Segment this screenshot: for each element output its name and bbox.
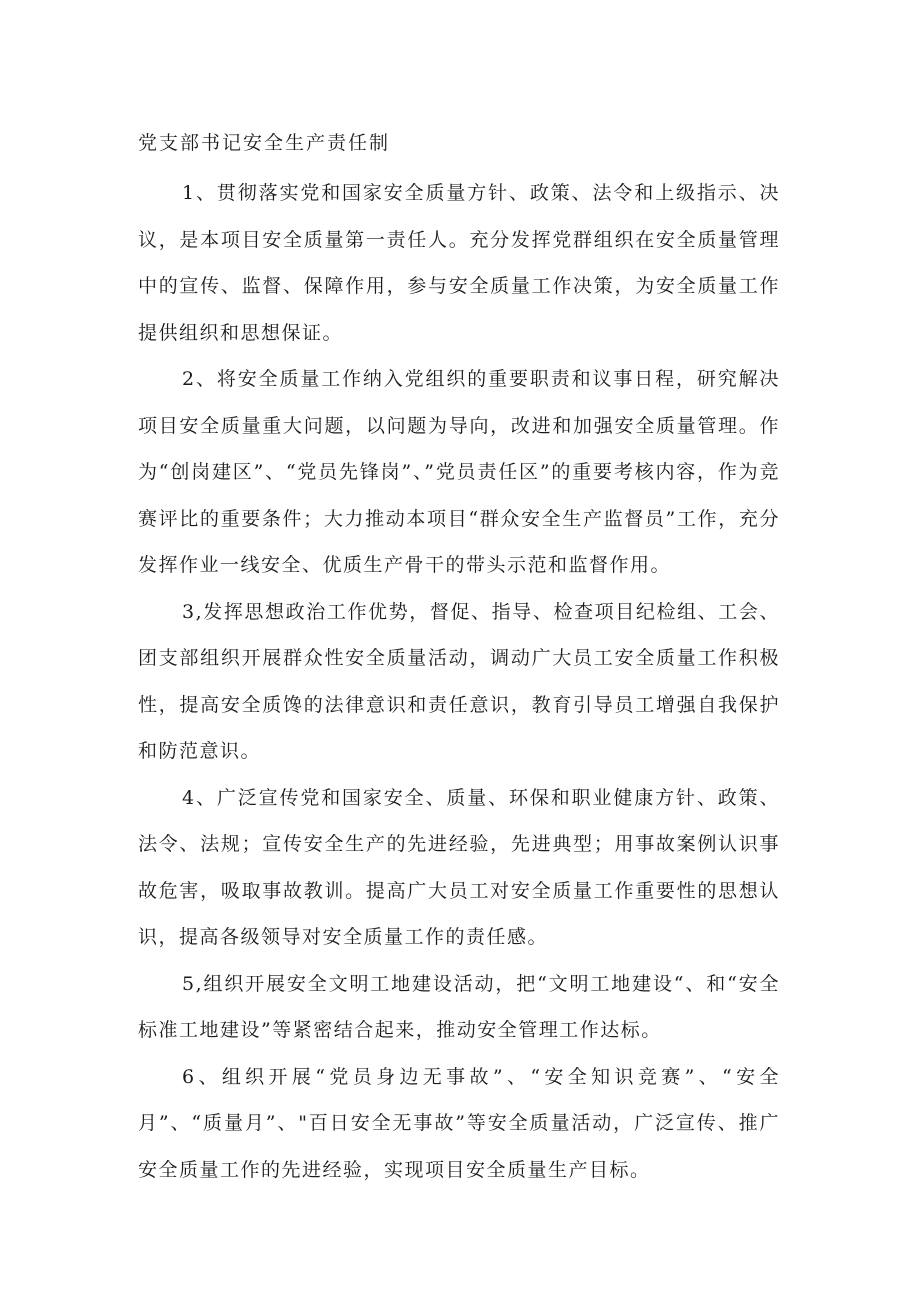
paragraph-4: 4、广泛宣传党和国家安全、质量、环保和职业健康方针、政策、法令、法规；宣传安全生产的先进经验，先进典型；用事故案例认识事故危害，吸取事故教训。提高广大员工对安全质量工作重要性的思想认识，提高各级领导对安全质量工作的责任感。 [138, 786, 780, 948]
document-title: 党支部书记安全生产责任制 [138, 132, 391, 154]
document-page [138, 128, 780, 1193]
paragraph-5: 5,组织开展安全文明工地建设活动，把“文明工地建设“、和“安全标准工地建设”等紧密结合起来，推动安全管理工作达标。 [138, 972, 780, 1041]
paragraph-6: 6、组织开展“党员身边无事故”、“安全知识竞赛”、“安全月”、“质量月”、"百日安全无事故”等安全质量活动，广泛宣传、推广安全质量工作的先进经验，实现项目安全质量生产目标。 [138, 1065, 780, 1181]
paragraph-2: 2、将安全质量工作纳入党组织的重要职责和议事日程，研究解决项目安全质量重大问题，以问题为导向，改进和加强安全质量管理。作为“创岗建区”、“党员先锋岗”、”党员责任区”的重要考核内容，作为竞赛评比的重要条件；大力推动本项目“群众安全生产监督员”工作，充分发挥作业一线安全、优质生产骨干的带头示范和监督作用。 [138, 368, 780, 576]
paragraph-1: 1、贯彻落实党和国家安全质量方针、政策、法令和上级指示、决议，是本项目安全质量第一责任人。充分发挥党群组织在安全质量管理中的宣传、监督、保障作用，参与安全质量工作决策，为安全质量工作提供组织和思想保证。 [138, 182, 780, 344]
paragraph-3: 3,发挥思想政治工作优势，督促、指导、检查项目纪检组、工会、团支部组织开展群众性安全质量活动，调动广大员工安全质量工作积极性，提高安全质馋的法律意识和责任意识，教育引导员工增强自我保护和防范意识。 [138, 600, 780, 762]
